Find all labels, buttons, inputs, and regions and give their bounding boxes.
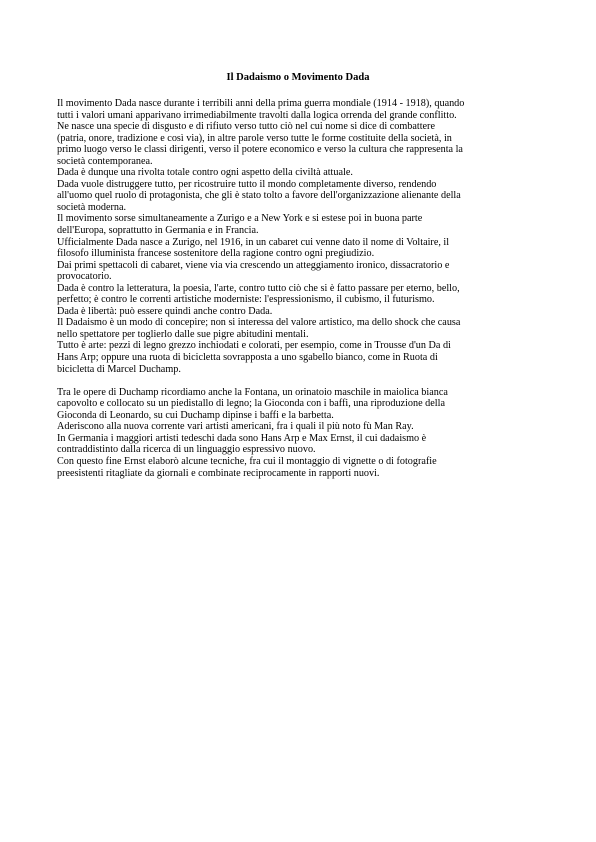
body-line: filosofo illuminista francese sostenitore della ragione contro ogni pregiudizio. — [57, 248, 375, 260]
body-line: Aderiscono alla nuova corrente vari artisti americani, fra i quali il più noto fù Man Ray. — [57, 421, 414, 433]
body-line: società contemporanea. — [57, 155, 153, 167]
body-line: Tra le opere di Duchamp ricordiamo anche la Fontana, un orinatoio maschile in maiolica bianca — [57, 386, 448, 398]
body-line: tutti i valori umani apparivano irrimediabilmente travolti dalla logica orrenda del grande conflitto. — [57, 109, 457, 121]
body-line: (patria, onore, tradizione e così via), in altre parole verso tutte le forme costituite della società, in — [57, 132, 452, 144]
body-line: Hans Arp; oppure una ruota di bicicletta sovrapposta a uno sgabello bianco, come in Ruota di — [57, 352, 438, 364]
body-line: Tutto è arte: pezzi di legno grezzo inchiodati e colorati, per esempio, come in Trousse d'un Da di — [57, 340, 451, 352]
body-line: Dada è libertà: può essere quindi anche contro Dada. — [57, 305, 273, 317]
body-line: Il movimento sorse simultaneamente a Zurigo e a New York e si estese poi in buona parte — [57, 213, 423, 225]
body-line: In Germania i maggiori artisti tedeschi dada sono Hans Arp e Max Ernst, il cui dadaismo è — [57, 432, 427, 444]
body-line: bicicletta di Marcel Duchamp. — [57, 363, 181, 375]
paragraph-break — [57, 375, 547, 387]
body-line: dell'Europa, soprattutto in Germania e in Francia. — [57, 225, 259, 237]
body-line: all'uomo quel ruolo di protagonista, che gli è stato tolto a favore dell'organizzazione alienante della — [57, 190, 461, 202]
body-line: Dada è contro la letteratura, la poesia, l'arte, contro tutto ciò che si è fatto passare per eterno, bello, — [57, 282, 460, 294]
body-line: Il movimento Dada nasce durante i terribili anni della prima guerra mondiale (1914 - 1918), quando — [57, 98, 465, 109]
body-line: nello spettatore per toglierlo dalle sue pigre abitudini mentali. — [57, 328, 309, 340]
body-line: Dada vuole distruggere tutto, per ricostruire tutto il mondo completamente diverso, rendendo — [57, 178, 437, 190]
body-line: contraddistinto dalla ricerca di un linguaggio espressivo nuovo. — [57, 444, 316, 456]
document-title: Il Dadaismo o Movimento Dada — [226, 72, 370, 83]
body-line: Con questo fine Ernst elaborò alcune tecniche, fra cui il montaggio di vignette o di fotografie — [57, 455, 437, 467]
body-line: Ne nasce una specie di disgusto e di rifiuto verso tutto ciò nel cui nome si dice di combattere — [57, 121, 435, 133]
body-line: Dai primi spettacoli di cabaret, viene via via crescendo un atteggiamento ironico, dissacratorio e — [57, 259, 450, 271]
body-line: primo luogo verso le classi dirigenti, verso il potere economico e verso la cultura che rappresenta la — [57, 144, 463, 156]
body-line: Ufficialmente Dada nasce a Zurigo, nel 1916, in un cabaret cui venne dato il nome di Voltaire, il — [57, 236, 450, 248]
body-line: capovolto e collocato su un piedistallo di legno; la Gioconda con i baffi, una riproduzione della — [57, 398, 445, 410]
body-line: Dada è dunque una rivolta totale contro ogni aspetto della civiltà attuale. — [57, 167, 353, 179]
document-body — [57, 98, 547, 479]
body-line: Gioconda di Leonardo, su cui Duchamp dipinse i baffi e la barbetta. — [57, 409, 334, 421]
body-line: preesistenti ritagliate da giornali e combinate reciprocamente in rapporti nuovi. — [57, 467, 380, 479]
body-line: provocatorio. — [57, 271, 112, 283]
body-line: società moderna. — [57, 201, 127, 213]
body-line: perfetto; è contro le correnti artistiche moderniste: l'espressionismo, il cubismo, il futurismo. — [57, 294, 435, 306]
body-line: Il Dadaismo è un modo di concepire; non si interessa del valore artistico, ma dello shock che causa — [57, 317, 461, 329]
